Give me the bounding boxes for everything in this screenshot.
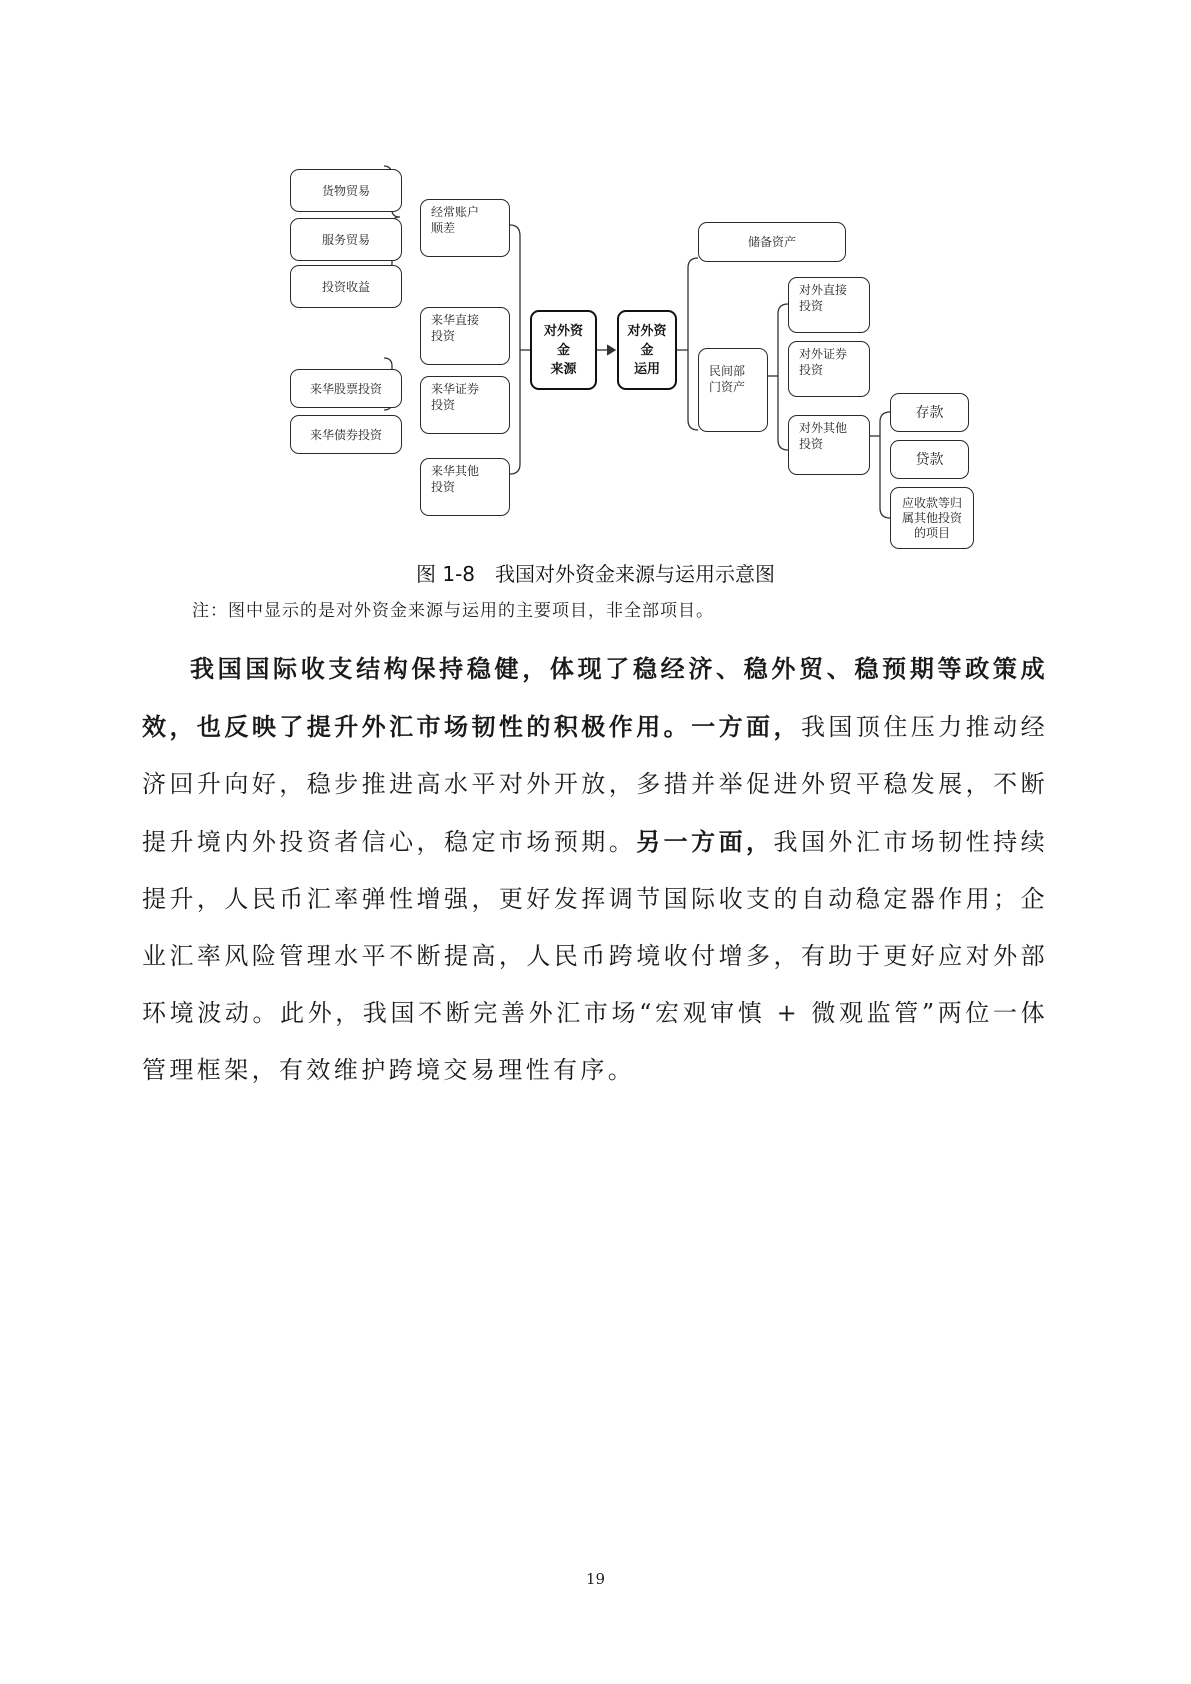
figure-note: 注：图中显示的是对外资金来源与运用的主要项目，非全部项目。	[192, 601, 714, 621]
foreign-bond-investment-label: 来华债券投资	[309, 427, 382, 442]
private-sector-assets-box	[698, 348, 768, 432]
figure-caption	[0, 558, 1191, 587]
receivables-other-label: 应收款等归 属其他投资 的项目	[901, 495, 962, 540]
outward-securities-label: 对外证券 投资	[799, 347, 848, 377]
paragraph-part1-lead: 一方面，	[691, 712, 801, 741]
deposits-label: 存款	[915, 404, 944, 421]
external-fund-uses-box	[617, 310, 677, 390]
receivables-other-box	[890, 487, 974, 549]
inward-other-investment-box	[420, 458, 510, 516]
investment-income-label: 投资收益	[321, 279, 370, 294]
outward-other-investment-label: 对外其他 投资	[799, 421, 848, 451]
outward-other-investment-box	[788, 415, 870, 475]
inward-fdi-box	[420, 307, 510, 365]
foreign-bond-investment-box	[290, 415, 402, 454]
private-sector-assets-label: 民间部 门资产	[709, 364, 746, 394]
paragraph-part1-text: 我国顶住压力推动经济回升向好，稳步推进高水平对外开放，多措并举促进外贸平稳发展，不断提升境内外投资者信心，稳定市场预期。	[142, 713, 1048, 856]
services-trade-box	[290, 218, 402, 261]
inward-fdi-label: 来华直接 投资	[431, 313, 480, 343]
loans-label: 贷款	[915, 451, 944, 468]
body-paragraph	[142, 640, 1048, 1099]
external-fund-uses-label: 对外资金 运用	[627, 323, 667, 377]
outward-fdi-label: 对外直接 投资	[799, 283, 848, 313]
services-trade-label: 服务贸易	[321, 232, 370, 247]
paragraph-bold-lead: 我国国际收支结构保持稳健，体现了稳经济、稳外贸、稳预期等政策成效，也反映了提升外汇市场韧性的积极作用。	[142, 654, 1048, 741]
inward-securities-label: 来华证券 投资	[431, 382, 480, 412]
loans-box	[890, 440, 969, 479]
goods-trade-label: 货物贸易	[321, 183, 370, 198]
deposits-box	[890, 393, 969, 432]
foreign-stock-investment-box	[290, 369, 402, 408]
paragraph-part2-lead: 另一方面，	[636, 827, 774, 856]
reserve-assets-box	[698, 222, 846, 262]
goods-trade-box	[290, 169, 402, 212]
investment-income-box	[290, 265, 402, 308]
diagram-connector-lines	[0, 0, 1191, 560]
reserve-assets-label: 储备资产	[747, 235, 796, 249]
current-account-surplus-label: 经常账户 顺差	[431, 205, 480, 235]
foreign-stock-investment-label: 来华股票投资	[309, 381, 382, 396]
outward-securities-box	[788, 341, 870, 397]
figure-number: 图 1-8	[415, 562, 476, 586]
paragraph-part2-text: 我国外汇市场韧性持续提升，人民币汇率弹性增强，更好发挥调节国际收支的自动稳定器作用；企业汇率风险管理水平不断提高，人民币跨境收付增多，有助于更好应对外部环境波动。此外，我国不断完善外汇市场“宏观审慎 + 微观监管”两位一体管理框架，有效维护跨境交易理性有序。	[142, 828, 1049, 1084]
outward-fdi-box	[788, 277, 870, 333]
current-account-surplus-box	[420, 199, 510, 257]
figure-title: 我国对外资金来源与运用示意图	[495, 562, 776, 586]
inward-other-investment-label: 来华其他 投资	[431, 464, 480, 494]
external-fund-sources-box	[530, 310, 597, 390]
page-number: 19	[585, 1570, 606, 1588]
inward-securities-box	[420, 376, 510, 434]
external-fund-sources-label: 对外资金 来源	[543, 323, 583, 377]
